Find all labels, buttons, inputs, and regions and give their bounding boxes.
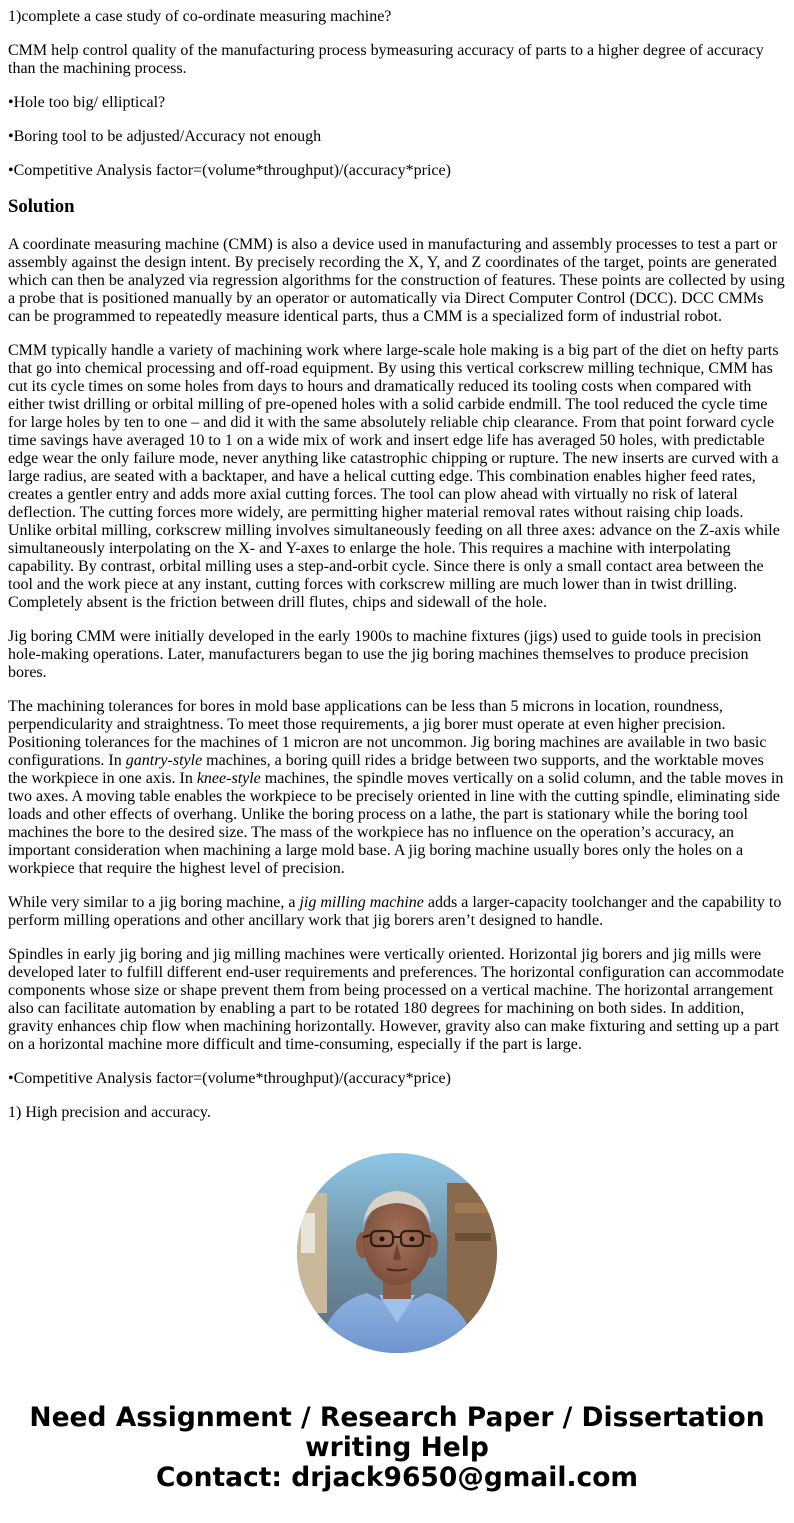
solution-paragraph-tolerances bbox=[8, 698, 786, 878]
text-run: machines, a boring quill rides a bridge between two supports, and the worktable moves the workpiece in one axis. In bbox=[8, 752, 764, 787]
question-intro: CMM help control quality of the manufacturing process bymeasuring accuracy of parts to a higher degree of accuracy than the machining process. bbox=[8, 42, 764, 77]
author-avatar bbox=[297, 1153, 497, 1353]
question-title: 1)complete a case study of co-ordinate measuring machine? bbox=[8, 8, 392, 25]
avatar-portrait-image bbox=[297, 1153, 497, 1353]
solution-paragraph-horizontal: Spindles in early jig boring and jig milling machines were vertically oriented. Horizontal jig borers and jig mills were developed later to fulfill different end-user requirements and preferences. The horizontal configuration can accommodate components whose size or shape prevent them from being processed on a vertical machine. The horizontal arrangement also can facilitate automation by enabling a part to be rotated 180 degrees for machining on both sides. In addition, gravity enhances chip flow when machining horizontally. However, gravity also can make fixturing and setting up a part on a horizontal machine more difficult and time-consuming, especially if the part is large. bbox=[8, 946, 784, 1053]
solution-paragraph-jig-milling bbox=[8, 894, 786, 930]
promo-line-subheadline: writing Help bbox=[305, 1432, 489, 1463]
promo-line-headline: Need Assignment / Research Paper / Dissertation bbox=[29, 1402, 765, 1433]
emphasis-gantry-style: gantry-style bbox=[125, 752, 203, 769]
solution-list-item-precision: 1) High precision and accuracy. bbox=[8, 1104, 211, 1121]
emphasis-jig-milling-machine: jig milling machine bbox=[299, 894, 424, 911]
solution-paragraph-jig-boring-history: Jig boring CMM were initially developed in the early 1900s to machine fixtures (jigs) used to guide tools in precision hole-making operations. Later, manufacturers began to use the jig boring machines themselves to produce precision bores. bbox=[8, 628, 762, 681]
text-run: machines, the spindle moves vertically on a solid column, and the table moves in two axes. A moving table enables the workpiece to be precisely oriented in line with the cutting spindle, eliminating side loads and other effects of overhang. Unlike the boring process on a lathe, the part is stationary while the boring tool machines the bore to the desired size. The mass of the workpiece has no influence on the operation’s accuracy, an important consideration when machining a large mold base. A jig boring machine usually bores only the holes on a workpiece that require the highest level of precision. bbox=[8, 770, 784, 877]
promo-contact-email: Contact: drjack9650@gmail.com bbox=[155, 1462, 639, 1493]
emphasis-knee-style: knee-style bbox=[196, 770, 261, 787]
solution-paragraph-cmm-definition: A coordinate measuring machine (CMM) is also a device used in manufacturing and assembly processes to test a part or assembly against the design intent. By precisely recording the X, Y, and Z coordinates of the target, points are generated which can then be analyzed via regression algorithms for the construction of features. These points are collected by using a probe that is positioned manually by an operator or automatically via Direct Computer Control (DCC). DCC CMMs can be programmed to repeatedly measure identical parts, thus a CMM is a specialized form of industrial robot. bbox=[8, 236, 785, 325]
text-run: adds a larger-capacity toolchanger and the capability to perform milling operations and other ancillary work that jig borers aren’t designed to handle. bbox=[8, 894, 782, 929]
solution-competitive-analysis: •Competitive Analysis factor=(volume*throughput)/(accuracy*price) bbox=[8, 1070, 451, 1087]
text-run: The machining tolerances for bores in mold base applications can be less than 5 microns in location, roundness, perpendicularity and straightness. To meet those requirements, a jig borer must operate at even higher precision. Positioning tolerances for the machines of 1 micron are not uncommon. Jig boring machines are available in two basic configurations. In bbox=[8, 698, 767, 769]
document-content bbox=[8, 8, 786, 1123]
solution-heading: Solution bbox=[8, 196, 75, 217]
bullet-hole: •Hole too big/ elliptical? bbox=[8, 94, 166, 111]
bullet-boring-tool: •Boring tool to be adjusted/Accuracy not enough bbox=[8, 128, 322, 145]
text-run: While very similar to a jig boring machine, a bbox=[8, 894, 300, 911]
solution-paragraph-corkscrew-milling: CMM typically handle a variety of machining work where large-scale hole making is a big part of the diet on hefty parts that go into chemical processing and off-road equipment. By using this vertical corkscrew milling technique, CMM has cut its cycle times on some holes from days to hours and dramatically reduced its tooling costs when compared with either twist drilling or orbital milling of pre-opened holes with a solid carbide endmill. The tool reduced the cycle time for large holes by ten to one – and did it with the same absolutely reliable chip clearance. From that point forward cycle time savings have averaged 10 to 1 on a wide mix of work and insert edge life has averaged 50 holes, with predictable edge wear the only failure mode, never anything like catastrophic chipping or rupture. The new inserts are curved with a large radius, are seated with a backtaper, and have a helical cutting edge. This combination enables higher feed rates, creates a gentler entry and adds more axial cutting forces. The tool can plow ahead with virtually no risk of lateral deflection. The cutting forces more widely, are permitting higher material removal rates without raising chip loads. Unlike orbital milling, corkscrew milling involves simultaneously feeding on all three axes: advance on the Z-axis while simultaneously interpolating on the X- and Y-axes to enlarge the hole. This requires a machine with interpolating capability. By contrast, orbital milling uses a step-and-orbit cycle. Since there is only a small contact area between the tool and the work piece at any instant, cutting forces with corkscrew milling are much lower than in twist drilling. Completely absent is the friction between drill flutes, chips and sidewall of the hole. bbox=[8, 342, 780, 611]
promo-banner bbox=[0, 1403, 794, 1493]
bullet-competitive-analysis: •Competitive Analysis factor=(volume*throughput)/(accuracy*price) bbox=[8, 162, 451, 179]
